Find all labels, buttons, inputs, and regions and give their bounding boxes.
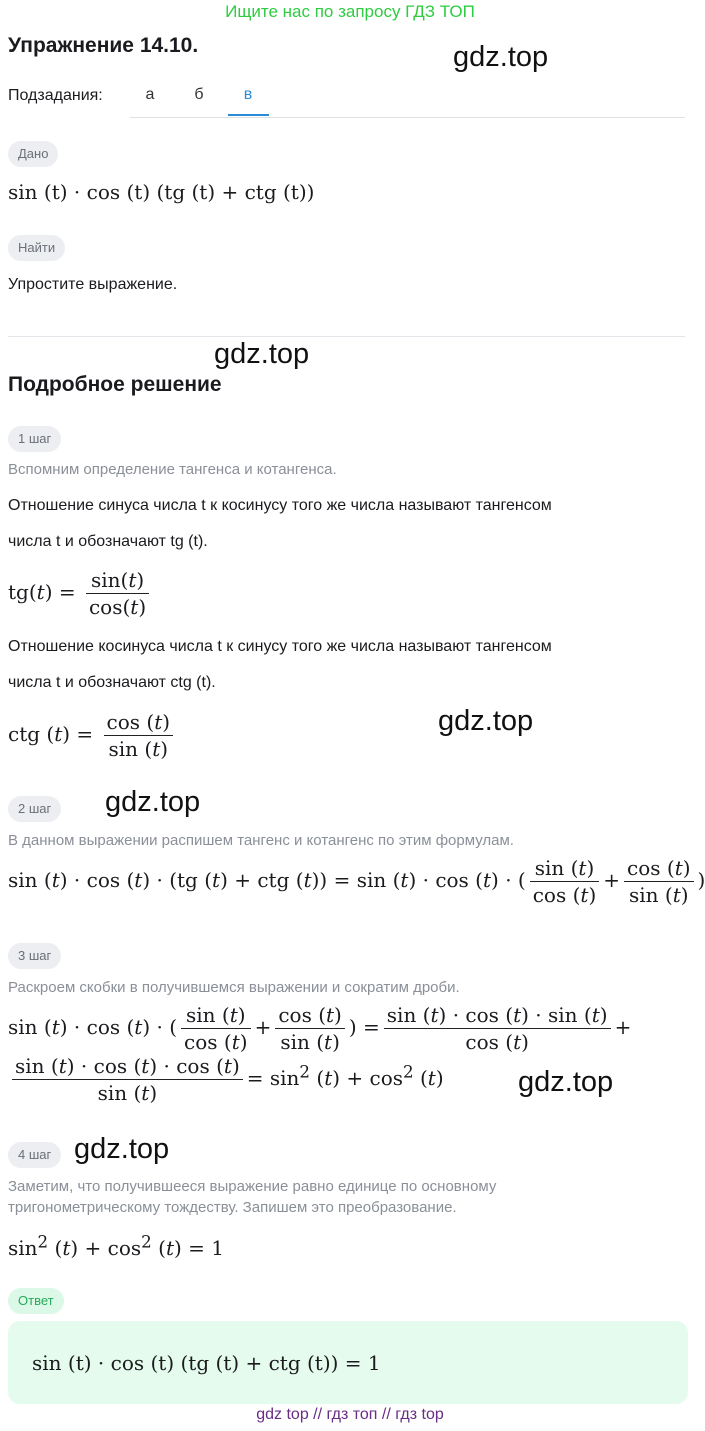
watermark: gdz.top bbox=[214, 338, 310, 370]
divider bbox=[8, 336, 685, 337]
tangent-formula: tg(t) = $\frac{\sin(t)}{\cos(t)}$ bbox=[8, 568, 153, 619]
tab-b[interactable]: б bbox=[194, 86, 204, 103]
given-expression: sin (t) · cos (t) (tg (t) + ctg (t)) bbox=[8, 180, 315, 204]
step3-formula-line1: sin (t) · cos (t) · ( $\frac{\sin (t)}{\cos (t)}$ + $\frac{\cos (t)}{\sin (t)}$ ) = $\frac{\sin (t) \cdot \cos (t) \cdot \sin (t)}{\cos (t)}$ + bbox=[8, 1003, 632, 1054]
subtask-tabs bbox=[130, 76, 685, 118]
step1-line4: числа t и обозначают ctg (t). bbox=[8, 674, 216, 691]
footer-link[interactable]: гдз топ bbox=[326, 1406, 378, 1423]
tab-v[interactable]: в bbox=[243, 86, 253, 103]
solution-heading: Подробное решение bbox=[8, 373, 222, 396]
given-chip: Дано bbox=[8, 141, 58, 167]
answer-formula: sin (t) · cos (t) (tg (t) + ctg (t)) = 1 bbox=[32, 1351, 381, 1375]
watermark: gdz.top bbox=[438, 705, 534, 737]
footer-separator: // bbox=[381, 1406, 391, 1423]
subtasks-label: Подзадания: bbox=[8, 87, 103, 104]
footer-links bbox=[0, 1406, 700, 1424]
step2-chip: 2 шаг bbox=[8, 796, 61, 822]
watermark: gdz.top bbox=[74, 1133, 170, 1165]
step3-formula-line2: $\frac{\sin (t) \cdot \cos (t) \cdot \cos (t)}{\sin (t)}$ = $\sin^2 (t) + \cos^2 (t)$ bbox=[8, 1054, 444, 1105]
tab-a[interactable]: а bbox=[145, 86, 155, 103]
step1-line1: Отношение синуса числа t к косинусу того же числа называют тангенсом bbox=[8, 497, 552, 514]
step2-formula: sin (t) · cos (t) · (tg (t) + ctg (t)) = sin (t) · cos (t) · ( $\frac{\sin (t)}{\cos (t)}$ + $\frac{\cos (t)}{\sin (t)}$ ) bbox=[8, 856, 705, 907]
step1-line3: Отношение косинуса числа t к синусу того же числа называют тангенсом bbox=[8, 638, 552, 655]
find-text: Упростите выражение. bbox=[8, 276, 178, 293]
cotangent-formula: ctg (t) = $\frac{\cos (t)}{\sin (t)}$ bbox=[8, 710, 177, 761]
step3-chip: 3 шаг bbox=[8, 943, 61, 969]
step4-desc-line2: тригонометрическому тождеству. Запишем это преобразование. bbox=[8, 1199, 457, 1216]
step1-chip: 1 шаг bbox=[8, 426, 61, 452]
footer-separator: // bbox=[313, 1406, 323, 1423]
step1-line2: числа t и обозначают tg (t). bbox=[8, 533, 208, 550]
watermark: gdz.top bbox=[453, 41, 549, 73]
footer-link[interactable]: гдз top bbox=[395, 1406, 444, 1423]
find-chip: Найти bbox=[8, 235, 65, 261]
step2-desc: В данном выражении распишем тангенс и котангенс по этим формулам. bbox=[8, 832, 514, 849]
step3-desc: Раскроем скобки в получившемся выражении и сократим дроби. bbox=[8, 979, 460, 996]
step4-chip: 4 шаг bbox=[8, 1142, 61, 1168]
answer-box bbox=[8, 1321, 688, 1404]
step4-desc-line1: Заметим, что получившееся выражение равно единице по основному bbox=[8, 1178, 497, 1195]
footer-link[interactable]: gdz top bbox=[256, 1406, 309, 1423]
watermark: gdz.top bbox=[105, 786, 201, 818]
step4-formula: $\sin^2 (t) + \cos^2 (t) = 1$ bbox=[8, 1232, 224, 1260]
answer-chip: Ответ bbox=[8, 1288, 64, 1314]
step1-desc: Вспомним определение тангенса и котангенса. bbox=[8, 461, 337, 478]
search-banner: Ищите нас по запросу ГДЗ ТОП bbox=[225, 2, 475, 21]
watermark: gdz.top bbox=[518, 1066, 614, 1098]
active-tab-indicator bbox=[228, 114, 269, 116]
exercise-title: Упражнение 14.10. bbox=[8, 34, 199, 57]
